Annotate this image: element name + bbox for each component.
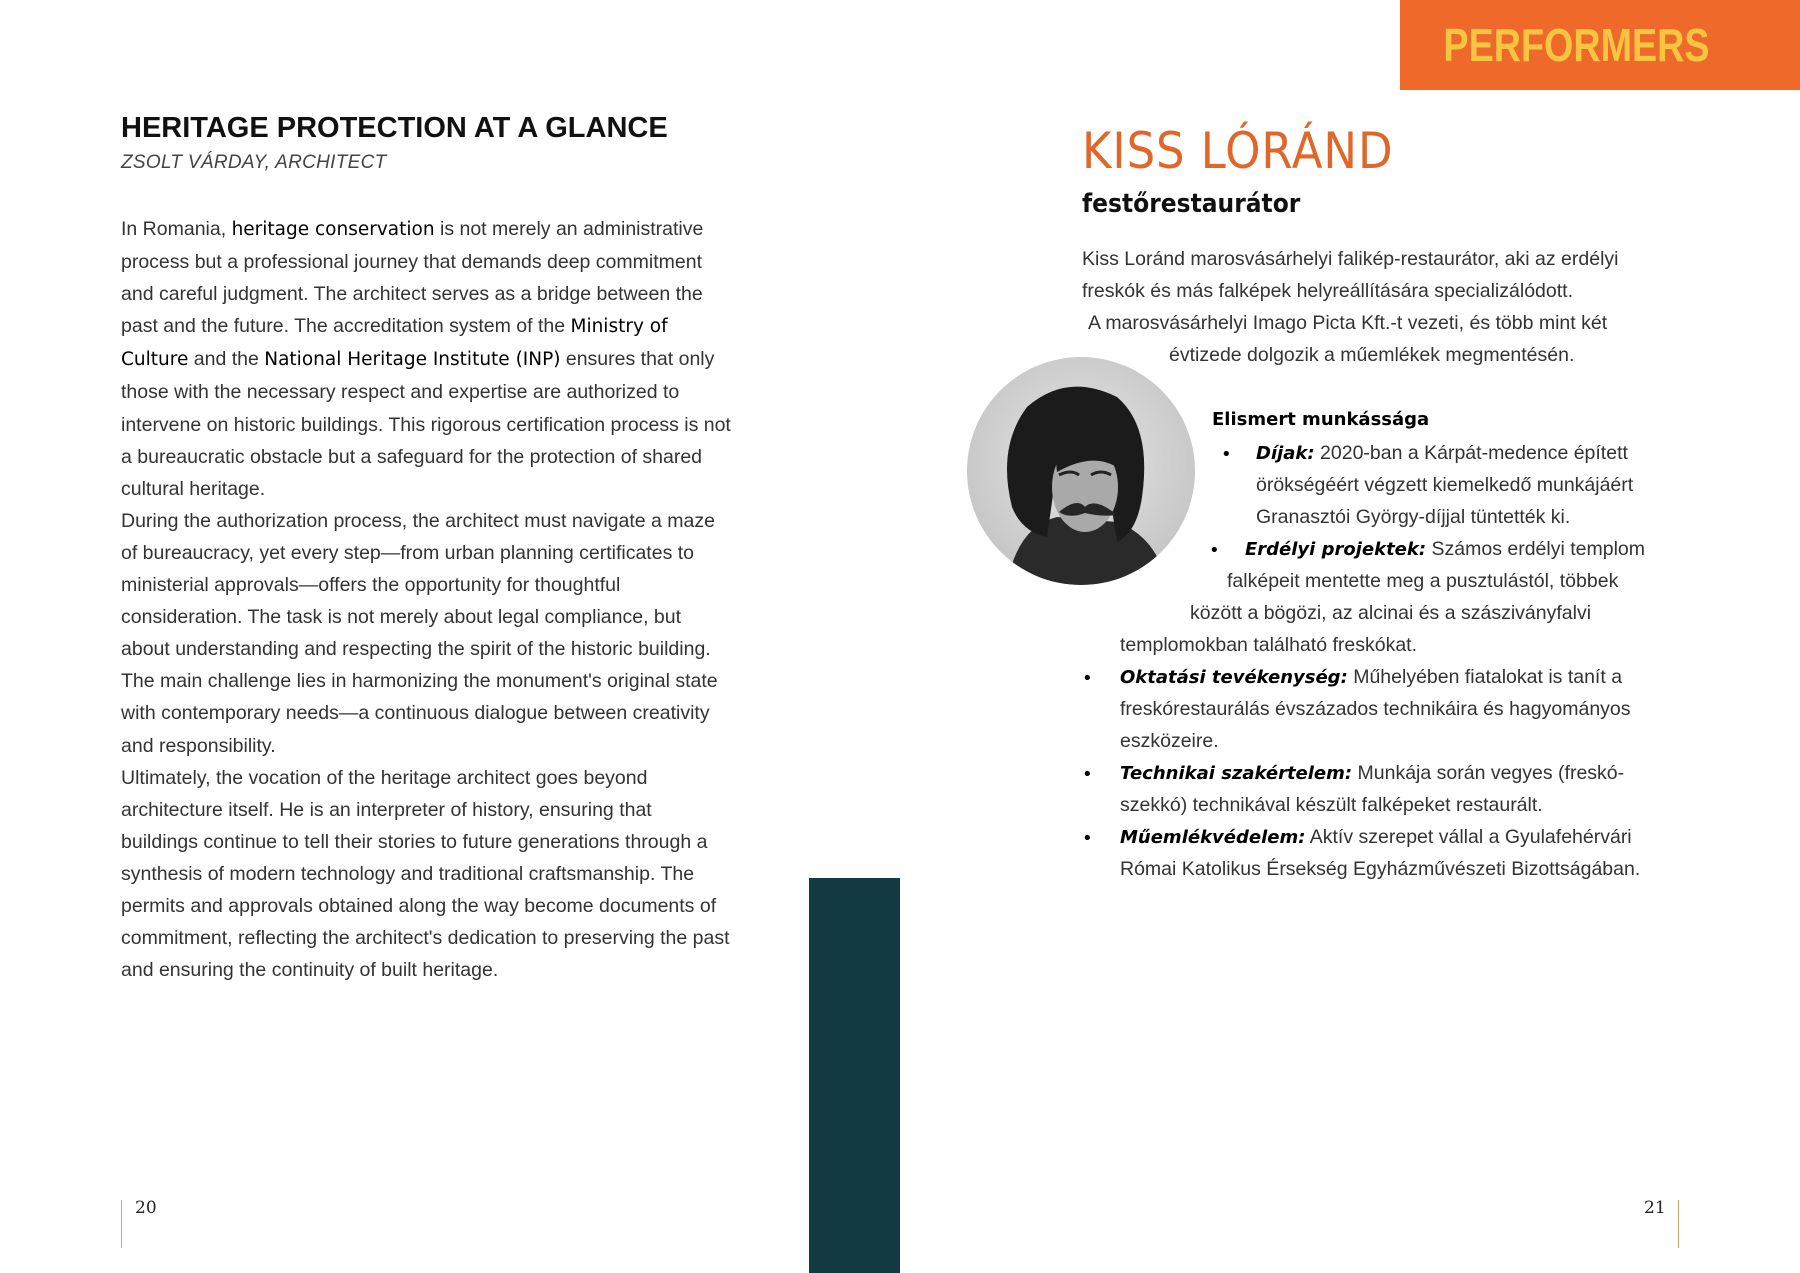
achievement-item-line: Római Katolikus Érsekség Egyházművészeti Bizottságában. xyxy=(1120,858,1641,880)
decorative-bar xyxy=(809,878,900,1273)
intro-line: freskók és más falképek helyreállítására specializálódott. xyxy=(1082,280,1573,302)
text-run: In Romania, xyxy=(121,218,232,240)
page-number-rule xyxy=(1678,1200,1679,1248)
item-label: Díjak: xyxy=(1256,443,1315,464)
achievement-item-line xyxy=(1256,442,1628,465)
section-badge xyxy=(1400,0,1800,90)
portrait-photo xyxy=(967,357,1195,585)
performer-role: festőrestaurátor xyxy=(1082,189,1301,219)
section-label: PERFORMERS xyxy=(1443,19,1710,71)
achievement-item-line xyxy=(1120,762,1624,785)
highlight-term: National Heritage Institute (INP) xyxy=(264,349,561,371)
item-text: Aktív szerepet vállal a Gyulafehérvári xyxy=(1309,826,1632,848)
achievement-item-line: Granasztói György-díjjal tüntették ki. xyxy=(1256,506,1571,528)
bullet-icon: • xyxy=(1082,764,1093,785)
intro-line: A marosvásárhelyi Imago Picta Kft.-t vezeti, és több mint két xyxy=(1088,312,1608,334)
paragraph-2: During the authorization process, the architect must navigate a maze of bureaucracy, yet every step—from urban planning certificates to ministerial approvals—offers the opportunity for thoughtful consideration. The task is not merely about legal compliance, but about understanding and respecting the spirit of the historic building. xyxy=(121,509,715,661)
article-title: HERITAGE PROTECTION AT A GLANCE xyxy=(121,112,668,144)
achievement-item-line: eszközeire. xyxy=(1120,730,1219,752)
page-number-left: 20 xyxy=(135,1198,157,1218)
text-run: and the xyxy=(188,348,265,371)
intro-line: Kiss Loránd marosvásárhelyi falikép-restaurátor, aki az erdélyi xyxy=(1082,248,1619,270)
item-label: Technikai szakértelem: xyxy=(1120,763,1353,784)
paragraph-3: The main challenge lies in harmonizing the monument's original state with contemporary needs—a continuous dialogue between creativity and responsibility. xyxy=(121,670,718,757)
item-label: Erdélyi projektek: xyxy=(1245,539,1427,560)
page-number-rule xyxy=(121,1200,122,1248)
item-text: Számos erdélyi templom xyxy=(1431,538,1645,560)
page-number-right: 21 xyxy=(1644,1198,1666,1218)
achievement-item-line: örökségéért végzett kiemelkedő munkájáért xyxy=(1256,474,1634,496)
text-run: is not merely an administrative process but a professional journey that demands deep commitment and careful judgment. The architect serves as a bridge between the past and the future. The accreditation system of the xyxy=(121,218,704,338)
achievement-item-line: szekkó) technikával készült falképeket restaurált. xyxy=(1120,794,1543,816)
paragraph-1 xyxy=(121,213,731,505)
highlight-term: heritage conservation xyxy=(231,219,435,240)
item-text: 2020-ban a Kárpát-medence épített xyxy=(1320,442,1628,464)
bullet-icon: • xyxy=(1209,540,1220,561)
achievement-item-line xyxy=(1120,666,1622,689)
item-text: Munkája során vegyes (freskó- xyxy=(1357,762,1625,784)
item-label: Oktatási tevékenység: xyxy=(1120,667,1348,688)
article-byline: ZSOLT VÁRDAY, ARCHITECT xyxy=(121,152,387,173)
item-text: Műhelyében fiatalokat is tanít a xyxy=(1353,666,1623,688)
achievement-item-line: között a bögözi, az alcinai és a szásziványfalvi xyxy=(1190,602,1592,624)
achievements-title: Elismert munkássága xyxy=(1212,409,1430,430)
article-body xyxy=(121,213,731,986)
performer-name: KISS LÓRÁND xyxy=(1082,122,1394,180)
bullet-icon: • xyxy=(1221,444,1232,465)
achievement-item-line xyxy=(1245,538,1645,561)
portrait-illustration xyxy=(967,357,1195,585)
text-run: ensures that only those with the necessary respect and expertise are authorized to intervene on historic buildings. This rigorous certification process is not a bureaucratic obstacle but a safeguard for the protection of shared cultural heritage. xyxy=(121,348,731,500)
achievement-item-line xyxy=(1120,826,1632,849)
highlight-term: Ministry of Culture xyxy=(121,316,668,371)
achievement-item-line: templomokban található freskókat. xyxy=(1120,634,1417,656)
achievement-item-line: falképeit mentette meg a pusztulástól, többek xyxy=(1227,570,1619,592)
achievement-item-line: freskórestaurálás évszázados technikáira és hagyományos xyxy=(1120,698,1631,720)
bullet-icon: • xyxy=(1082,828,1093,849)
paragraph-4: Ultimately, the vocation of the heritage architect goes beyond architecture itself. He is an interpreter of history, ensuring that buildings continue to tell their stories to future generations through a synthesis of modern technology and traditional craftsmanship. The permits and approvals obtained along the way become documents of commitment, reflecting the architect's dedication to preserving the past and ensuring the continuity of built heritage. xyxy=(121,766,730,982)
intro-line: évtizede dolgozik a műemlékek megmentésén. xyxy=(1169,344,1575,366)
item-label: Műemlékvédelem: xyxy=(1120,827,1306,848)
bullet-icon: • xyxy=(1082,668,1093,689)
